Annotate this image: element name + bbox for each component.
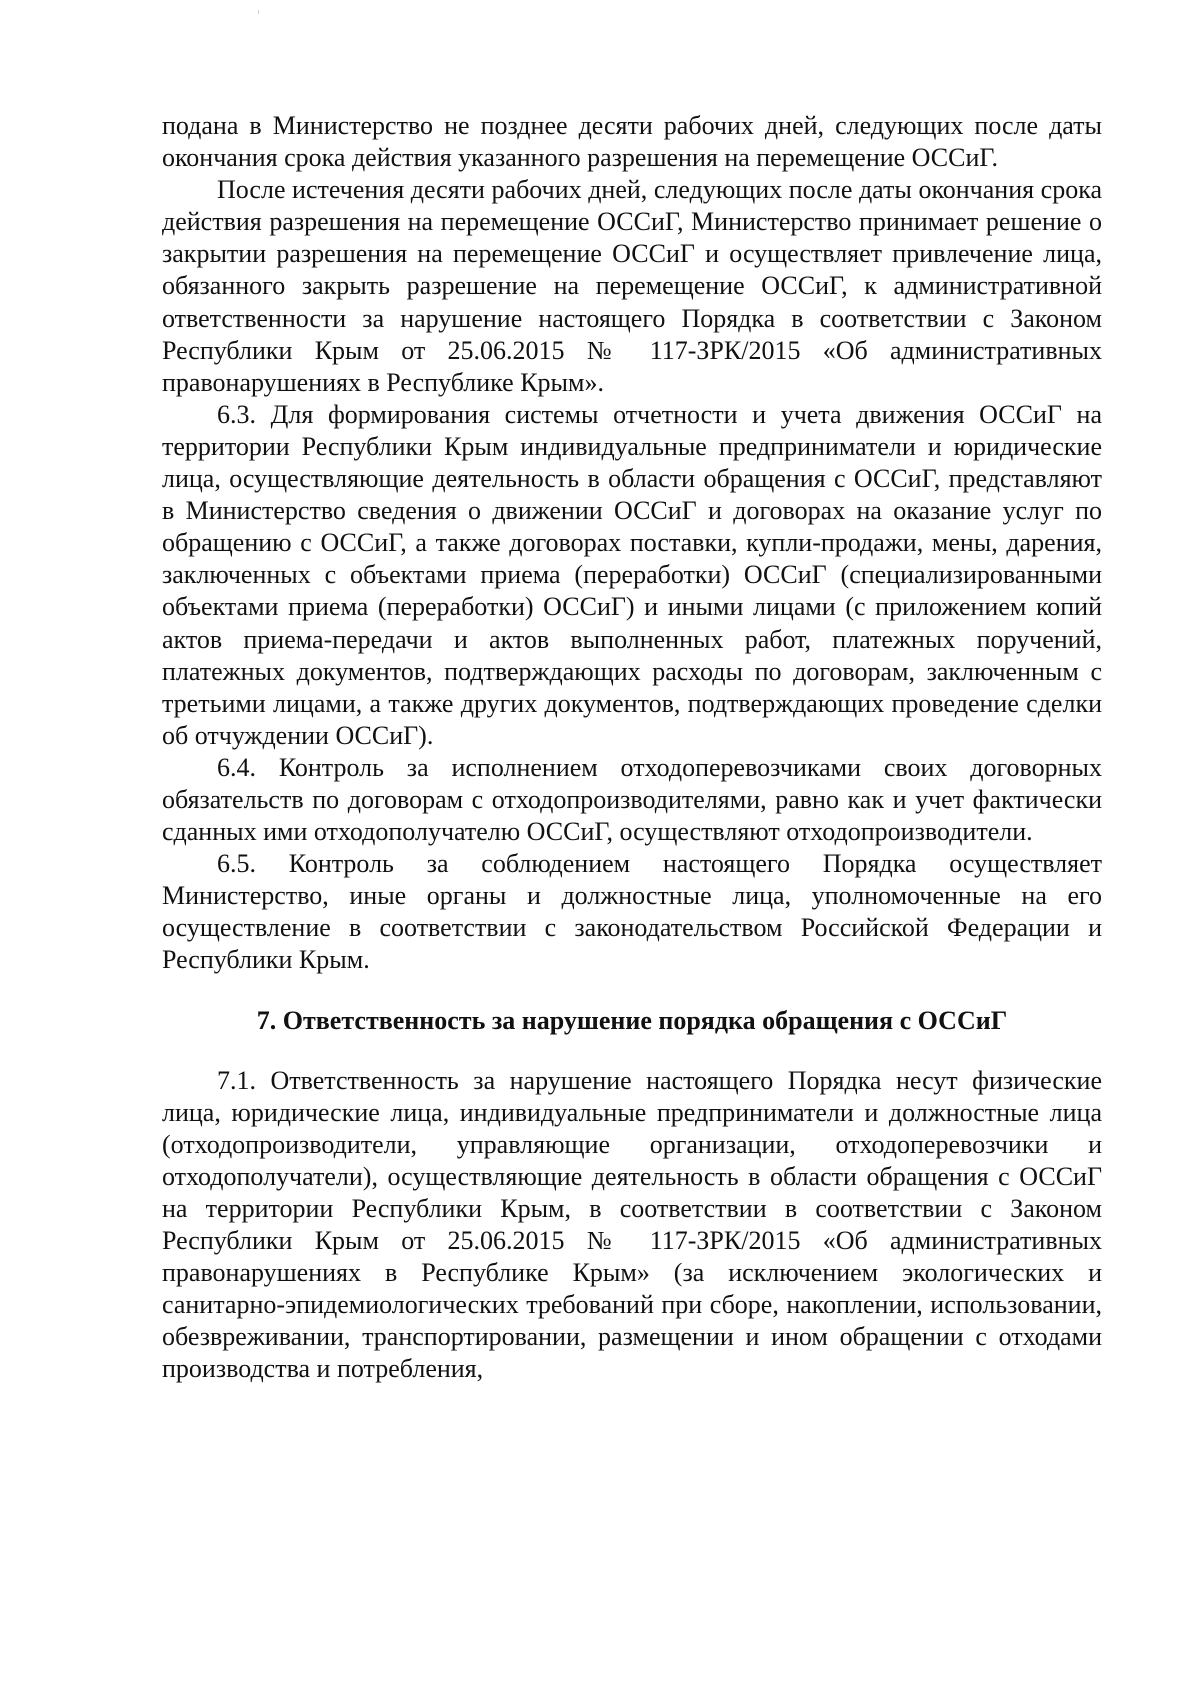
paragraph-permit-closure: После истечения десяти рабочих дней, следующих после даты окончания срока действия разрешения на перемещение ОССиГ, Министерство принимает решение о закрытии разрешения на перемещение ОССиГ и осуществляет привлечение лица, обязанного закрыть разрешение на перемещение ОССиГ, к административной ответственности за нарушение настоящего Порядка в соответствии с Законом Республики Крым от 25.06.2015 № 117-ЗРК/2015 «Об административных правонарушениях в Республике Крым». (162, 175, 1102, 397)
paragraph-6-5: 6.5. Контроль за соблюдением настоящего Порядка осуществляет Министерство, иные органы и должностные лица, уполномоченные на его осуществление в соответствии с законодательством Российской Федерации и Республики Крым. (162, 849, 1102, 975)
paragraph-7-1: 7.1. Ответственность за нарушение настоящего Порядка несут физические лица, юридические лица, индивидуальные предприниматели и должностные лица (отходопроизводители, управляющие организации, отходоперевозчики и отходополучатели), осуществляющие деятельность в области обращения с ОССиГ на территории Республики Крым, в соответствии в соответствии с Законом Республики Крым от 25.06.2015 № 117-ЗРК/2015 «Об административных правонарушениях в Республике Крым» (за исключением экологических и санитарно-эпидемиологических требований при сборе, накоплении, использовании, обезвреживании, транспортировании, размещении и ином обращении с отходами производства и потребления, (162, 1065, 1102, 1384)
section-heading: 7. Ответственность за нарушение порядка обращения с ОССиГ (256, 1005, 1008, 1035)
paragraph-6-3: 6.3. Для формирования системы отчетности и учета движения ОССиГ на территории Республики Крым индивидуальные предприниматели и юридические лица, осуществляющие деятельность в области обращения с ОССиГ, представляют в Министерство сведения о движении ОССиГ и договорах на оказание услуг по обращению с ОССиГ, а также договорах поставки, купли-продажи, мены, дарения, заключенных с объектами приема (переработки) ОССиГ (специализированными объектами приема (переработки) ОССиГ) и иными лицами (с приложением копий актов приема-передачи и актов выполненных работ, платежных поручений, платежных документов, подтверждающих расходы по договорам, заключенным с третьими лицами, а также других документов, подтверждающих проведение сделки об отчуждении ОССиГ). (162, 399, 1102, 750)
paragraph-continuation: подана в Министерство не позднее десяти рабочих дней, следующих после даты окончания срока действия указанного разрешения на перемещение ОССиГ. (162, 111, 1102, 173)
scan-speck (258, 10, 259, 14)
paragraph-6-4: 6.4. Контроль за исполнением отходоперевозчиками своих договорных обязательств по договорам с отходопроизводителями, равно как и учет фактически сданных ими отходополучателю ОССиГ, осуществляют отходопроизводители. (162, 752, 1102, 847)
document-body (162, 110, 1102, 1385)
